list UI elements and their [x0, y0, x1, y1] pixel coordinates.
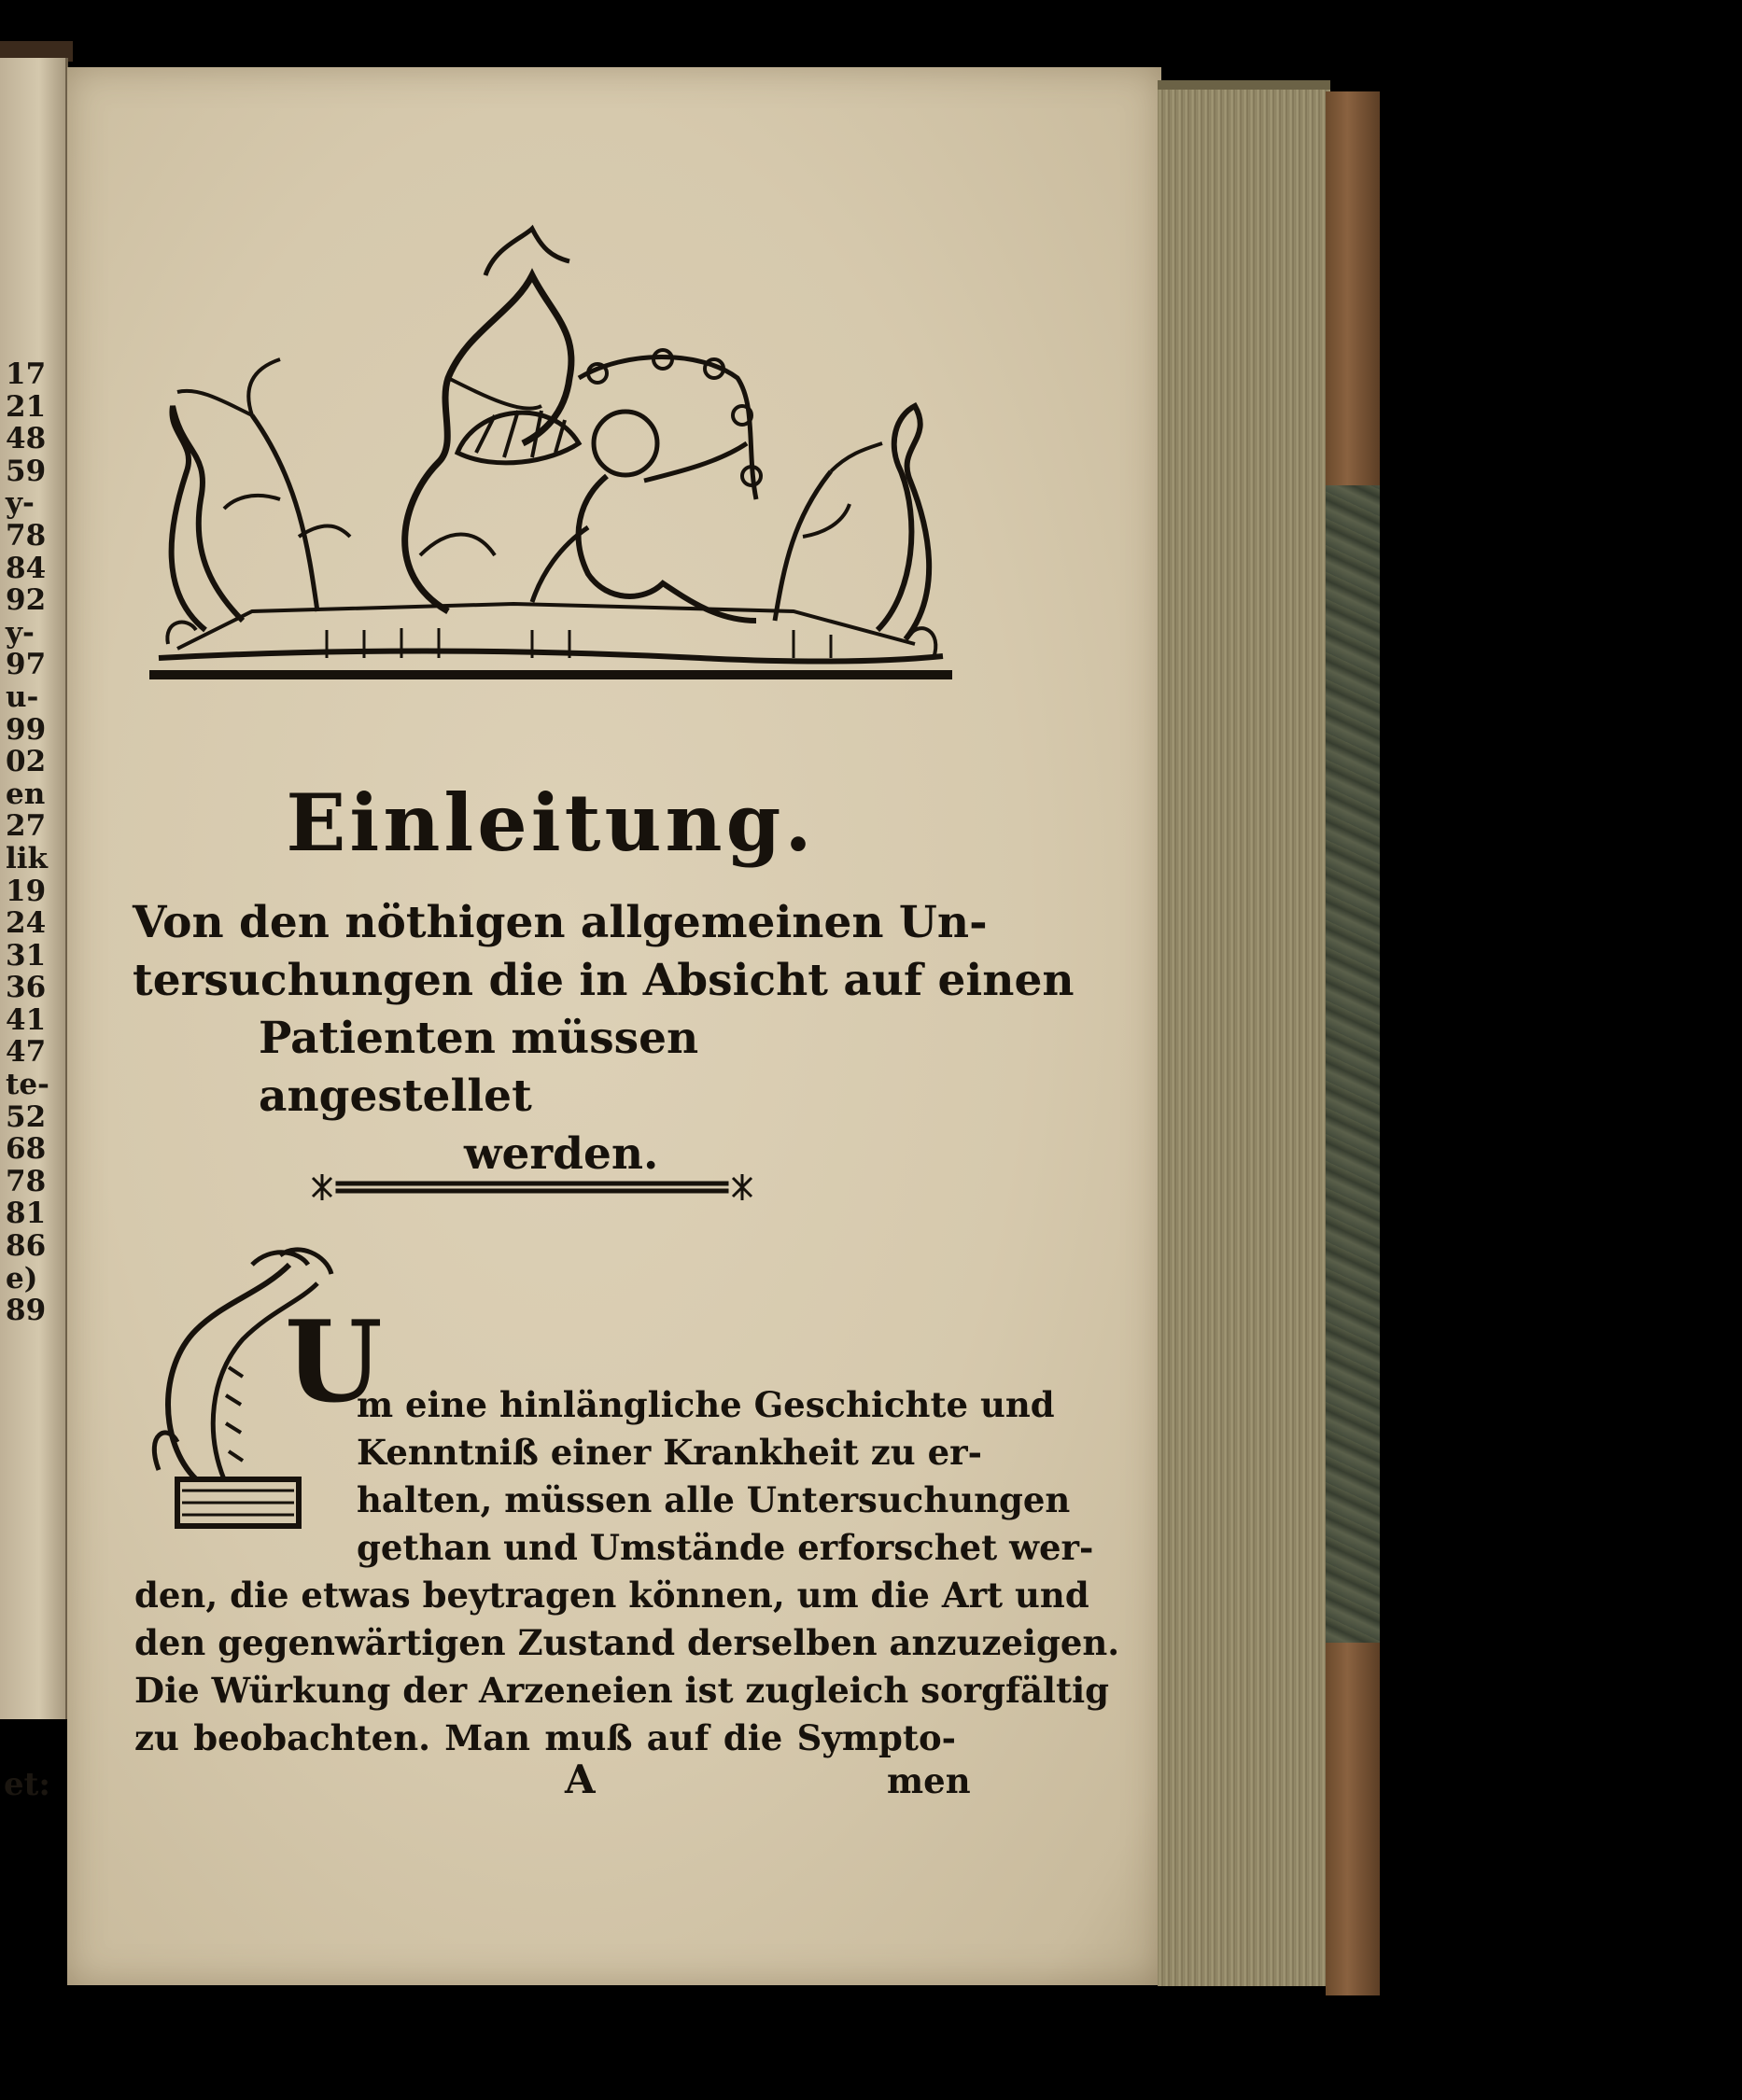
- left-number: 78: [6, 1164, 47, 1198]
- body-text-indented: [357, 1381, 1094, 1572]
- catchword: men: [887, 1760, 971, 1801]
- left-number: 31: [6, 938, 47, 973]
- body-line: Die Würkung der Arzeneien ist zugleich sorgfältig: [134, 1670, 1110, 1711]
- left-number: 21: [6, 389, 47, 424]
- left-number: 17: [6, 357, 47, 391]
- left-number: lik: [6, 841, 49, 875]
- vignette-ornament: [140, 219, 962, 695]
- left-number: te-: [6, 1068, 49, 1102]
- left-number: 81: [6, 1197, 47, 1231]
- left-number: 84: [6, 551, 47, 585]
- signature-mark: A: [565, 1757, 596, 1802]
- subtitle-line: Patienten müssen angestellet: [259, 1013, 699, 1122]
- left-number: 99: [6, 712, 47, 747]
- subtitle-line: Von den nöthigen allgemeinen Un-: [133, 897, 988, 948]
- body-line: m eine hinlängliche Geschichte und: [357, 1384, 1055, 1425]
- subtitle-line: tersuchungen die in Absicht auf einen: [133, 955, 1075, 1006]
- ornamental-rule: [308, 1172, 756, 1200]
- left-number: 52: [6, 1099, 47, 1134]
- left-page-page-numbers: [6, 358, 62, 1327]
- left-number: 89: [6, 1294, 47, 1328]
- body-text: [134, 1572, 1120, 1762]
- left-page-catchword: et:: [4, 1766, 50, 1803]
- book-page-edges: [1158, 90, 1330, 1986]
- left-number: 48: [6, 422, 47, 456]
- left-number: u-: [6, 679, 39, 714]
- chapter-subtitle: [133, 894, 1075, 1183]
- body-line: den gegenwärtigen Zustand derselben anzuzeigen.: [134, 1622, 1120, 1663]
- body-line: den, die etwas beytragen können, um die Art und: [134, 1575, 1089, 1616]
- body-line: gethan und Umstände erforschet wer-: [357, 1527, 1094, 1568]
- initial-letter: U: [285, 1296, 383, 1428]
- left-number: 86: [6, 1229, 47, 1264]
- marbled-cover: [1326, 485, 1380, 1643]
- body-line: Kenntniß einer Krankheit zu er-: [357, 1432, 982, 1473]
- left-number: 47: [6, 1035, 47, 1070]
- left-number: 92: [6, 583, 47, 618]
- left-number: y-: [6, 486, 35, 521]
- left-number: y-: [6, 615, 35, 650]
- left-number: 24: [6, 906, 47, 941]
- left-number: 78: [6, 518, 47, 553]
- body-line: halten, müssen alle Untersuchungen: [357, 1479, 1071, 1520]
- left-facing-page: [0, 58, 68, 1803]
- subtitle-line: werden.: [464, 1128, 659, 1180]
- left-number: 27: [6, 809, 47, 844]
- left-number: 68: [6, 1132, 47, 1167]
- left-number: e): [6, 1261, 38, 1295]
- left-number: 36: [6, 971, 47, 1005]
- decorated-initial: [140, 1246, 383, 1545]
- left-number: 41: [6, 1002, 47, 1037]
- body-line: zu beobachten. Man muß auf die Sympto-: [134, 1717, 956, 1758]
- left-number: 19: [6, 874, 47, 908]
- left-number: 97: [6, 648, 47, 682]
- left-number: 02: [6, 745, 47, 779]
- left-number: en: [6, 777, 46, 811]
- chapter-title: Einleitung.: [286, 777, 816, 869]
- left-number: 59: [6, 454, 47, 488]
